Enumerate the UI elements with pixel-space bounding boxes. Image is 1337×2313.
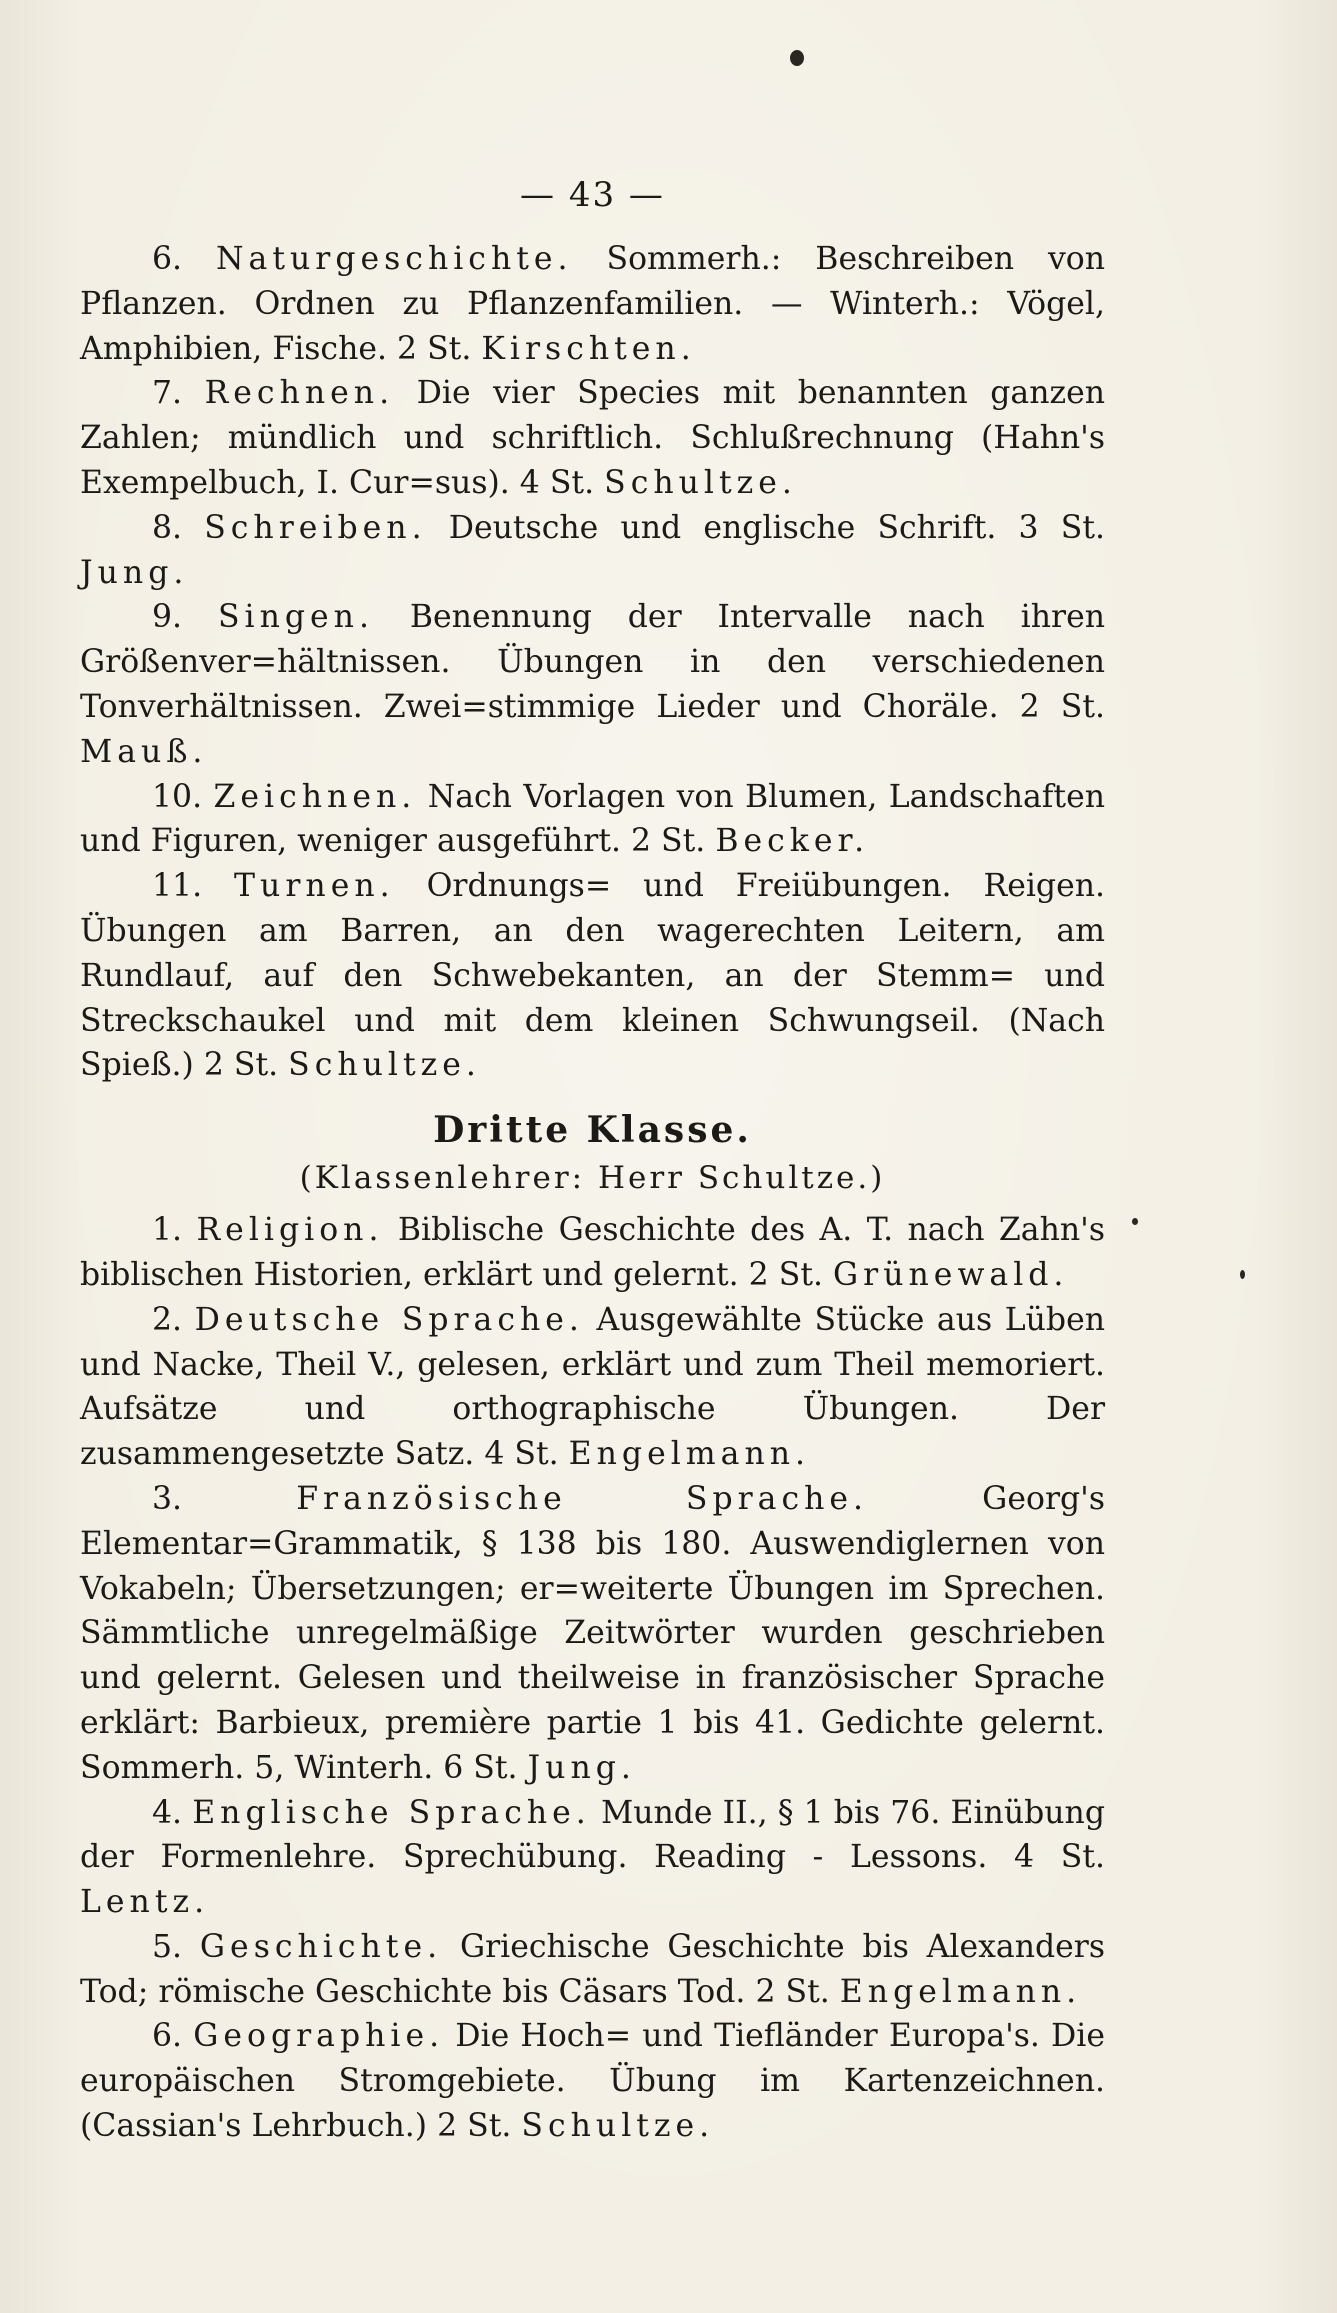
subject-name: Schreiben.: [204, 509, 427, 546]
ink-speck: [1240, 1270, 1245, 1279]
section-subtitle: (Klassenlehrer: Herr Schultze.): [299, 1160, 886, 1197]
teacher-name: Grünewald.: [833, 1256, 1069, 1293]
subject-name: Geschichte.: [199, 1928, 443, 1965]
teacher-name: Engelmann.: [839, 1973, 1082, 2010]
subject-name: Zeichnen.: [213, 778, 417, 815]
list-item: 8. Schreiben. Deutsche und englische Schrift. 3 St. Jung.: [80, 509, 1105, 591]
list-item: 6. Geographie. Die Hoch= und Tiefländer Europa's. Die europäischen Stromgebiete. Übung im Kartenzeichnen. (Cassian's Lehrbuch.) 2 St. Schultze.: [80, 2018, 1106, 2145]
teacher-name: Becker.: [715, 823, 870, 860]
teacher-name: Jung.: [527, 1749, 636, 1786]
teacher-name: Schultze.: [604, 464, 797, 501]
ink-speck: [790, 50, 804, 66]
subject-name: Geographie.: [193, 2018, 445, 2055]
list-item: 7. Rechnen. Die vier Species mit benannten ganzen Zahlen; mündlich und schriftlich. Schlußrechnung (Hahn's Exempelbuch, I. Cur=sus). 4 St. Schultze.: [80, 375, 1106, 501]
list-item: 2. Deutsche Sprache. Ausgewählte Stücke aus Lüben und Nacke, Theil V., gelesen, erklärt und zum Theil memoriert. Aufsätze und orthographische Übungen. Der zusammengesetzte Satz. 4 St. Engelmann.: [80, 1301, 1106, 1473]
teacher-name: Jung.: [80, 554, 189, 591]
list-item: 4. Englische Sprache. Munde II., § 1 bis 76. Einübung der Formenlehre. Sprechübung. Reading - Lessons. 4 St. Lentz.: [80, 1794, 1106, 1921]
teacher-name: Schultze.: [288, 1047, 481, 1084]
list-item: 3. Französische Sprache. Georg's Elementar=Grammatik, § 138 bis 180. Auswendiglernen von Vokabeln; Übersetzungen; er=weiterte Übungen im Sprechen. Sämmtliche unregelmäßige Zeitwörter wurden geschrieben und gelernt. Gelesen und theilweise in französischer Sprache erklärt: Barbieux, première partie 1 bis 41. Gedichte gelernt. Sommerh. 5, Winterh. 6 St. Jung.: [80, 1480, 1105, 1786]
list-item: 11. Turnen. Ordnungs= und Freiübungen. Reigen. Übungen am Barren, an den wagerechten Leitern, am Rundlauf, auf den Schwebekanten, an der Stemm= und Streckschaukel und mit dem kleinen Schwungseil. (Nach Spieß.) 2 St. Schultze.: [80, 868, 1106, 1084]
page-content: [80, 175, 1105, 2149]
list-item: 9. Singen. Benennung der Intervalle nach ihren Größenver=hältnissen. Übungen in den verschiedenen Tonverhältnissen. Zwei=stimmige Lieder und Choräle. 2 St. Mauß.: [80, 599, 1106, 770]
subject-name: Turnen.: [234, 868, 395, 905]
subject-name: Deutsche Sprache.: [194, 1301, 584, 1338]
subject-name: Naturgeschichte.: [215, 241, 573, 277]
teacher-name: Engelmann.: [568, 1436, 811, 1473]
list-item: 10. Zeichnen. Nach Vorlagen von Blumen, Landschaften und Figuren, weniger ausgeführt. 2 St. Becker.: [80, 778, 1106, 860]
teacher-name: Lentz.: [80, 1884, 210, 1921]
list-item: 6. Naturgeschichte. Sommerh.: Beschreiben von Pflanzen. Ordnen zu Pflanzenfamilien. — Winterh.: Vögel, Amphibien, Fische. 2 St. Kirschten.: [80, 241, 1106, 367]
page-number: — 43 —: [520, 175, 665, 215]
teacher-name: Kirschten.: [481, 330, 696, 367]
list-item: 5. Geschichte. Griechische Geschichte bis Alexanders Tod; römische Geschichte bis Cäsars Tod. 2 St. Engelmann.: [80, 1928, 1106, 2010]
list-item: 1. Religion. Biblische Geschichte des A. T. nach Zahn's biblischen Historien, erklärt und gelernt. 2 St. Grünewald.: [80, 1212, 1105, 1293]
subject-name: Religion.: [196, 1212, 384, 1249]
subject-name: Französische Sprache.: [296, 1480, 869, 1517]
ink-speck: [1132, 1218, 1138, 1225]
teacher-name: Schultze.: [521, 2108, 715, 2145]
subject-name: Rechnen.: [204, 375, 395, 412]
teacher-name: Mauß.: [80, 733, 208, 770]
section-title: Dritte Klasse.: [433, 1109, 752, 1152]
subject-name: Englische Sprache.: [192, 1794, 591, 1831]
subject-name: Singen.: [217, 599, 374, 636]
